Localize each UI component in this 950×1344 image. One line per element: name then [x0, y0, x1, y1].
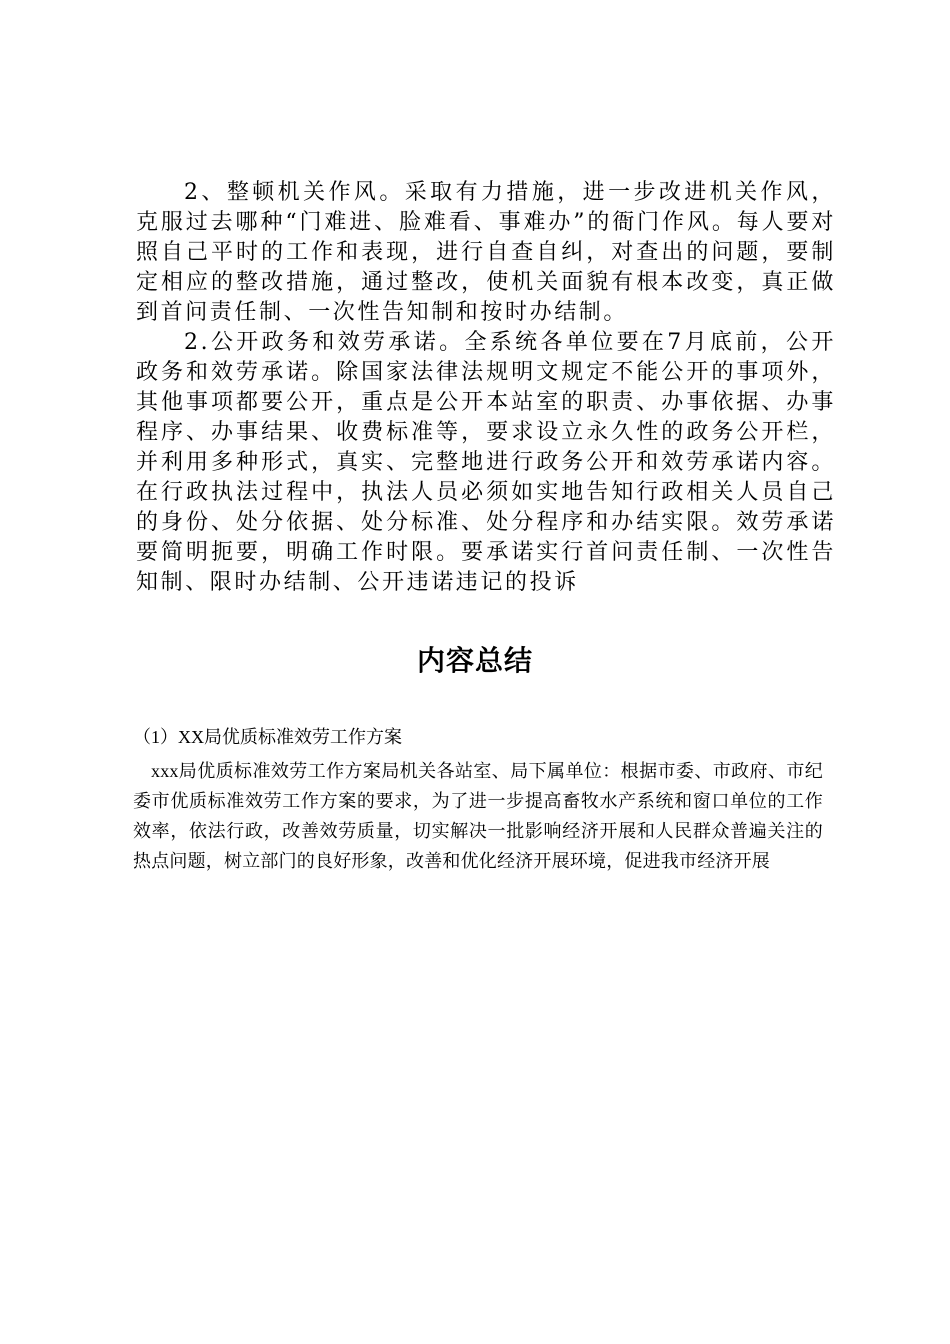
body-paragraph-1: 2、整顿机关作风。采取有力措施，进一步改进机关作风，克服过去哪种“门难进、脸难看、事难办”的衙门作风。每人要对照自己平时的工作和表现，进行自查自纠，对查出的问题，要制定相应的整改措施，通过整改，使机关面貌有根本改变，真正做到首问责任制、一次性告知制和按时办结制。: [136, 180, 836, 325]
summary-heading: 内容总结: [416, 644, 533, 677]
document-body: [136, 178, 836, 598]
body-paragraph-2: 2.公开政务和效劳承诺。全系统各单位要在7月底前，公开政务和效劳承诺。除国家法律法规明文规定不能公开的事项外，其他事项都要公开，重点是公开本站室的职责、办事依据、办事程序、办事结果、收费标准等，要求设立永久性的政务公开栏，并利用多种形式，真实、完整地进行政务公开和效劳承诺内容。在行政执法过程中，执法人员必须如实地告知行政相关人员自己的身份、处分依据、处分标准、处分程序和办结实限。效劳承诺要简明扼要，明确工作时限。要承诺实行首问责任制、一次性告知制、限时办结制、公开违诺违记的投诉: [136, 330, 836, 595]
summary-item-text: xxx局优质标准效劳工作方案局机关各站室、局下属单位：根据市委、市政府、市纪委市优质标准效劳工作方案的要求，为了进一步提高畜牧水产系统和窗口单位的工作效率，依法行政，改善效劳质量，切实解决一批影响经济开展和人民群众普遍关注的热点问题，树立部门的良好形象，改善和优化经济开展环境，促进我市经济开展: [133, 761, 823, 871]
summary-section: [133, 722, 823, 876]
summary-item-title: （1）XX局优质标准效劳工作方案: [133, 727, 402, 747]
